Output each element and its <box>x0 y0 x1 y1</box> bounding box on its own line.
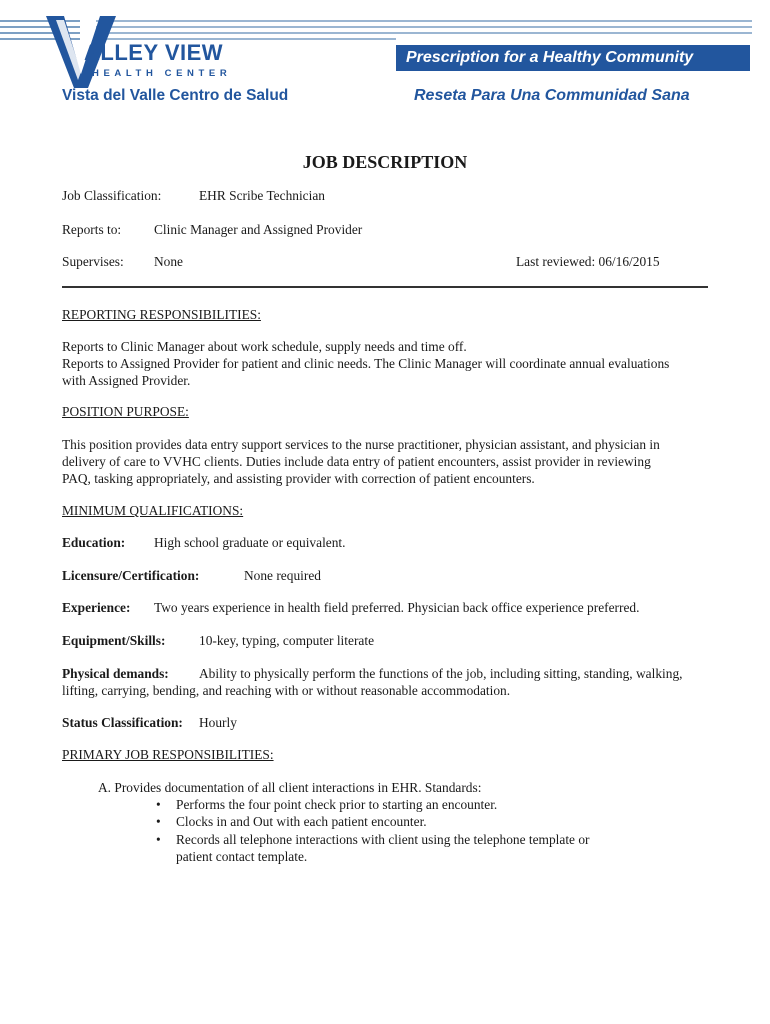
list-item: Records all telephone interactions with client using the telephone template or <box>176 832 590 847</box>
physical-demands-value-2: lifting, carrying, bending, and reaching with or without reasonable accommodation. <box>62 683 511 698</box>
logo-subtitle: HEALTH CENTER <box>92 68 232 79</box>
primary-heading: PRIMARY JOB RESPONSIBILITIES: <box>62 747 274 762</box>
list-item: Performs the four point check prior to starting an encounter. <box>176 797 498 812</box>
physical-demands-value-1: Ability to physically perform the functions of the job, including sitting, standing, walking, <box>199 666 683 681</box>
classification-value: EHR Scribe Technician <box>199 188 325 203</box>
reporting-line-1: Reports to Clinic Manager about work schedule, supply needs and time off. <box>62 339 467 354</box>
letterhead <box>0 0 770 118</box>
status-label: Status Classification: <box>62 715 183 730</box>
equipment-label: Equipment/Skills: <box>62 633 166 648</box>
reporting-heading: REPORTING RESPONSIBILITIES: <box>62 307 261 322</box>
spanish-tagline: Reseta Para Una Communidad Sana <box>414 87 690 104</box>
equipment-value: 10-key, typing, computer literate <box>199 633 375 648</box>
education-value: High school graduate or equivalent. <box>154 535 346 550</box>
purpose-heading: POSITION PURPOSE: <box>62 404 189 419</box>
reports-to-value: Clinic Manager and Assigned Provider <box>154 222 363 237</box>
reports-to-label: Reports to: <box>62 222 122 237</box>
bullet-icon: • <box>156 832 161 847</box>
qualifications-heading: MINIMUM QUALIFICATIONS: <box>62 503 244 518</box>
logo-spanish-name: Vista del Valle Centro de Salud <box>62 87 289 104</box>
status-value: Hourly <box>199 715 237 730</box>
purpose-line-1: This position provides data entry support services to the nurse practitioner, physician assistant, and physician in <box>62 437 660 452</box>
reporting-line-3: with Assigned Provider. <box>62 373 191 388</box>
reporting-line-2: Reports to Assigned Provider for patient and clinic needs. The Clinic Manager will coordinate annual evaluations <box>62 356 670 371</box>
logo-title: ALLEY VIEW <box>84 40 224 65</box>
list-item-continuation: patient contact template. <box>176 849 308 864</box>
education-label: Education: <box>62 535 126 550</box>
licensure-label: Licensure/Certification: <box>62 568 200 583</box>
supervises-value: None <box>154 254 184 269</box>
bullet-icon: • <box>156 797 161 812</box>
bullet-icon: • <box>156 814 161 829</box>
header-divider <box>62 286 708 288</box>
physical-demands-label: Physical demands: <box>62 666 169 681</box>
responsibility-item-a: A. Provides documentation of all client interactions in EHR. Standards: <box>98 780 482 795</box>
page-title: JOB DESCRIPTION <box>302 152 468 172</box>
licensure-value: None required <box>244 568 321 583</box>
supervises-label: Supervises: <box>62 254 124 269</box>
experience-value: Two years experience in health field preferred. Physician back office experience preferred. <box>154 600 640 615</box>
classification-label: Job Classification: <box>62 188 162 203</box>
experience-label: Experience: <box>62 600 131 615</box>
purpose-line-3: PAQ, tasking appropriately, and assisting provider with correction of patient encounters. <box>62 471 535 486</box>
list-item: Clocks in and Out with each patient encounter. <box>176 814 427 829</box>
last-reviewed: Last reviewed: 06/16/2015 <box>516 254 660 269</box>
purpose-line-2: delivery of care to VVHC clients. Duties include data entry of patient encounters, assist provider in reviewing <box>62 454 651 469</box>
slogan-banner: Prescription for a Healthy Community <box>396 45 750 71</box>
